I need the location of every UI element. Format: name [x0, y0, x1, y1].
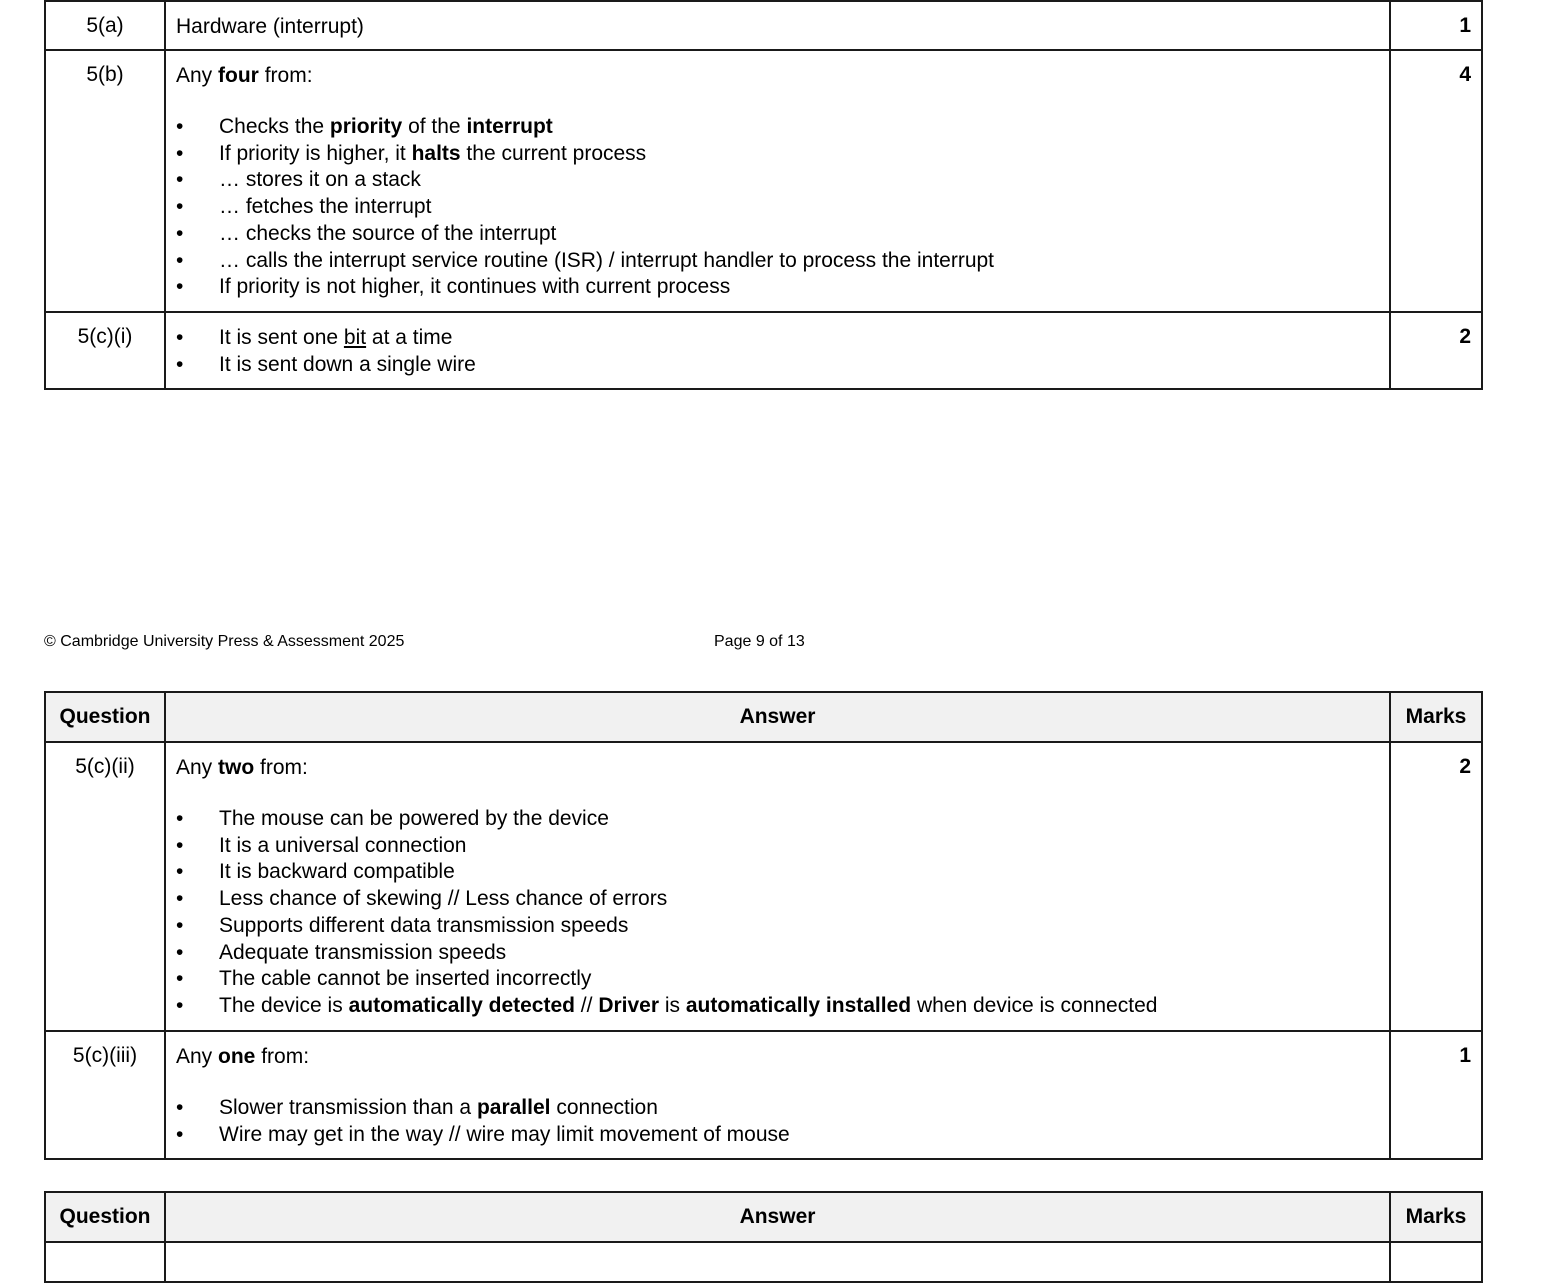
question-number: 5(c)(i): [45, 312, 165, 389]
list-item: • It is sent down a single wire: [176, 352, 1379, 379]
list-item: • The mouse can be powered by the device: [176, 806, 1379, 833]
marks-cell: 4: [1390, 50, 1482, 312]
column-header-answer: Answer: [165, 692, 1390, 742]
table-row: [45, 742, 1482, 1031]
table-row: [45, 1, 1482, 50]
list-item: • Wire may get in the way // wire may limit movement of mouse: [176, 1122, 1379, 1149]
footer-page-number: Page 9 of 13: [714, 633, 805, 650]
answer-cell: [165, 742, 1390, 1031]
table-header-row: [45, 692, 1482, 742]
list-item: • … checks the source of the interrupt: [176, 221, 1379, 248]
answer-text: Hardware (interrupt): [176, 15, 364, 38]
list-item: • The cable cannot be inserted incorrectly: [176, 966, 1379, 993]
mark-scheme-table-top: [44, 0, 1483, 390]
list-item: • Less chance of skewing // Less chance of errors: [176, 886, 1379, 913]
list-item: • Supports different data transmission speeds: [176, 913, 1379, 940]
column-header-question: Question: [45, 1192, 165, 1242]
column-header-marks: Marks: [1390, 1192, 1482, 1242]
marks-cell: 2: [1390, 312, 1482, 389]
list-item: • Checks the priority of the interrupt: [176, 114, 1379, 141]
answer-bullet-list: [176, 1095, 1379, 1148]
question-number: 5(b): [45, 50, 165, 312]
question-number: 5(a): [45, 1, 165, 50]
answer-intro: Any one from:: [176, 1045, 310, 1068]
list-item: • It is sent one bit at a time: [176, 325, 1379, 352]
question-number: 5(c)(ii): [45, 742, 165, 1031]
mark-scheme-table: [44, 691, 1483, 1160]
list-item: • It is a universal connection: [176, 833, 1379, 860]
question-number: 5(c)(iii): [45, 1031, 165, 1159]
list-item: • If priority is not higher, it continues with current process: [176, 274, 1379, 301]
mark-scheme-table-next: [44, 1191, 1483, 1283]
table-row: [45, 1031, 1482, 1159]
answer-cell: [165, 1031, 1390, 1159]
list-item: • Slower transmission than a parallel connection: [176, 1095, 1379, 1122]
column-header-marks: Marks: [1390, 692, 1482, 742]
answer-cell: [165, 312, 1390, 389]
table-row: [45, 50, 1482, 312]
list-item: • … stores it on a stack: [176, 167, 1379, 194]
table-row: [45, 1242, 1482, 1282]
list-item: • Adequate transmission speeds: [176, 940, 1379, 967]
answer-bullet-list: [176, 325, 1379, 378]
answer-bullet-list: [176, 114, 1379, 301]
footer-copyright: © Cambridge University Press & Assessment 2025: [44, 633, 405, 650]
answer-intro: Any four from:: [176, 64, 313, 87]
list-item: • It is backward compatible: [176, 859, 1379, 886]
column-header-answer: Answer: [165, 1192, 1390, 1242]
marks-cell: 2: [1390, 742, 1482, 1031]
table-header-row: [45, 1192, 1482, 1242]
answer-cell: [165, 1, 1390, 50]
list-item: • … fetches the interrupt: [176, 194, 1379, 221]
marks-cell: 1: [1390, 1031, 1482, 1159]
marks-cell: 1: [1390, 1, 1482, 50]
answer-bullet-list: [176, 806, 1379, 1020]
column-header-question: Question: [45, 692, 165, 742]
list-item: • … calls the interrupt service routine (ISR) / interrupt handler to process the interrupt: [176, 248, 1379, 275]
answer-intro: Any two from:: [176, 756, 308, 779]
answer-cell: [165, 50, 1390, 312]
list-item: • If priority is higher, it halts the current process: [176, 141, 1379, 168]
list-item: • The device is automatically detected // Driver is automatically installed when device is connected: [176, 993, 1379, 1020]
table-row: [45, 312, 1482, 389]
